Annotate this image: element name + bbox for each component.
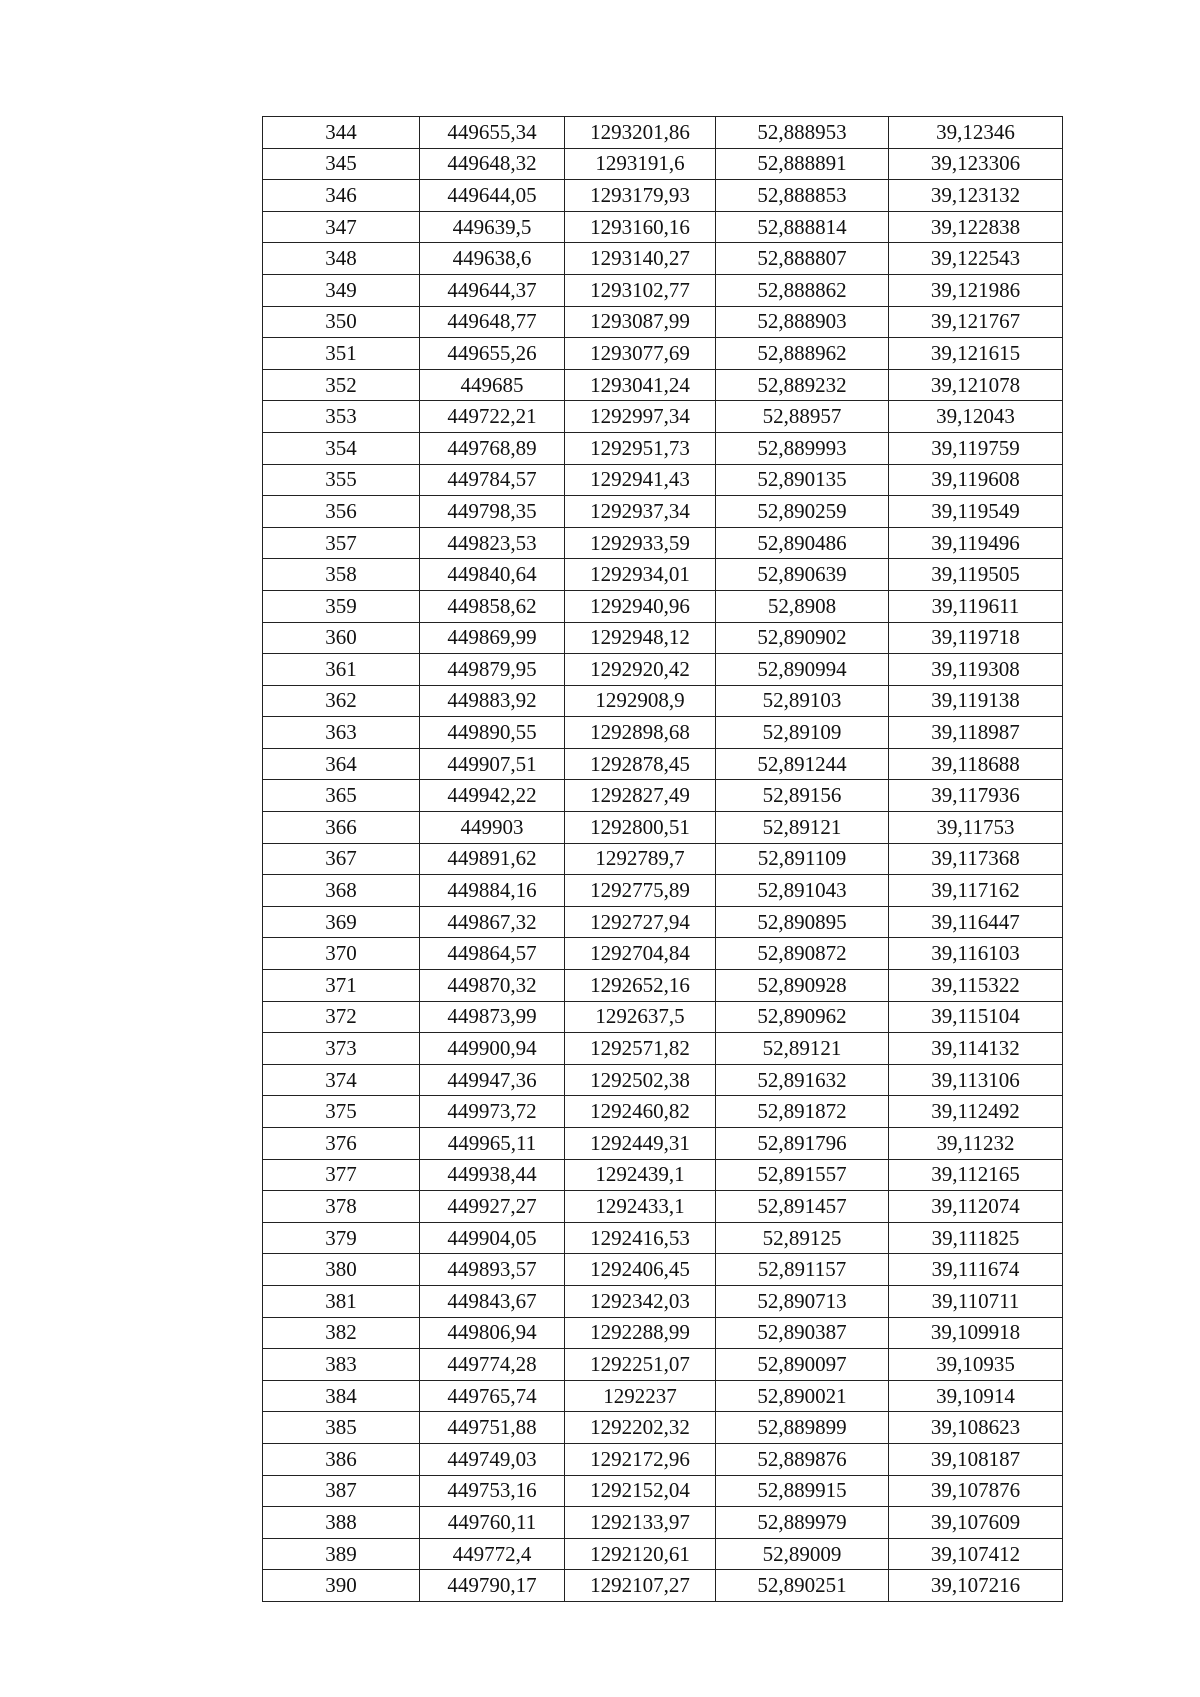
y-coordinate-cell: 1293179,93 xyxy=(565,180,716,212)
table-row xyxy=(263,843,1063,875)
x-coordinate-cell: 449655,34 xyxy=(420,117,565,149)
latitude-cell: 52,888814 xyxy=(716,211,889,243)
point-number-cell: 375 xyxy=(263,1096,420,1128)
latitude-cell: 52,890486 xyxy=(716,527,889,559)
y-coordinate-cell: 1292940,96 xyxy=(565,590,716,622)
table-row xyxy=(263,1159,1063,1191)
y-coordinate-cell: 1292789,7 xyxy=(565,843,716,875)
point-number-cell: 389 xyxy=(263,1538,420,1570)
y-coordinate-cell: 1292571,82 xyxy=(565,1033,716,1065)
x-coordinate-cell: 449806,94 xyxy=(420,1317,565,1349)
y-coordinate-cell: 1292951,73 xyxy=(565,432,716,464)
longitude-cell: 39,10935 xyxy=(889,1349,1063,1381)
x-coordinate-cell: 449840,64 xyxy=(420,559,565,591)
y-coordinate-cell: 1292120,61 xyxy=(565,1538,716,1570)
x-coordinate-cell: 449648,77 xyxy=(420,306,565,338)
latitude-cell: 52,890994 xyxy=(716,654,889,686)
longitude-cell: 39,119759 xyxy=(889,432,1063,464)
y-coordinate-cell: 1292775,89 xyxy=(565,875,716,907)
table-row xyxy=(263,1507,1063,1539)
latitude-cell: 52,891457 xyxy=(716,1191,889,1223)
x-coordinate-cell: 449638,6 xyxy=(420,243,565,275)
table-row xyxy=(263,1033,1063,1065)
x-coordinate-cell: 449685 xyxy=(420,369,565,401)
y-coordinate-cell: 1292152,04 xyxy=(565,1475,716,1507)
table-row xyxy=(263,590,1063,622)
table-row xyxy=(263,812,1063,844)
x-coordinate-cell: 449884,16 xyxy=(420,875,565,907)
point-number-cell: 387 xyxy=(263,1475,420,1507)
longitude-cell: 39,107412 xyxy=(889,1538,1063,1570)
longitude-cell: 39,115104 xyxy=(889,1001,1063,1033)
longitude-cell: 39,11753 xyxy=(889,812,1063,844)
latitude-cell: 52,889876 xyxy=(716,1443,889,1475)
y-coordinate-cell: 1293041,24 xyxy=(565,369,716,401)
latitude-cell: 52,891043 xyxy=(716,875,889,907)
longitude-cell: 39,117936 xyxy=(889,780,1063,812)
point-number-cell: 369 xyxy=(263,906,420,938)
point-number-cell: 384 xyxy=(263,1380,420,1412)
point-number-cell: 348 xyxy=(263,243,420,275)
latitude-cell: 52,888962 xyxy=(716,338,889,370)
table-row xyxy=(263,496,1063,528)
coordinates-table-body xyxy=(263,117,1063,1602)
y-coordinate-cell: 1292934,01 xyxy=(565,559,716,591)
point-number-cell: 373 xyxy=(263,1033,420,1065)
point-number-cell: 390 xyxy=(263,1570,420,1602)
table-row xyxy=(263,1443,1063,1475)
latitude-cell: 52,8908 xyxy=(716,590,889,622)
x-coordinate-cell: 449790,17 xyxy=(420,1570,565,1602)
y-coordinate-cell: 1292878,45 xyxy=(565,748,716,780)
x-coordinate-cell: 449751,88 xyxy=(420,1412,565,1444)
latitude-cell: 52,890928 xyxy=(716,970,889,1002)
point-number-cell: 366 xyxy=(263,812,420,844)
x-coordinate-cell: 449784,57 xyxy=(420,464,565,496)
point-number-cell: 351 xyxy=(263,338,420,370)
latitude-cell: 52,889993 xyxy=(716,432,889,464)
point-number-cell: 362 xyxy=(263,685,420,717)
point-number-cell: 370 xyxy=(263,938,420,970)
y-coordinate-cell: 1293102,77 xyxy=(565,274,716,306)
y-coordinate-cell: 1292416,53 xyxy=(565,1222,716,1254)
x-coordinate-cell: 449973,72 xyxy=(420,1096,565,1128)
latitude-cell: 52,888807 xyxy=(716,243,889,275)
longitude-cell: 39,119496 xyxy=(889,527,1063,559)
table-row xyxy=(263,906,1063,938)
longitude-cell: 39,121615 xyxy=(889,338,1063,370)
y-coordinate-cell: 1292898,68 xyxy=(565,717,716,749)
latitude-cell: 52,891872 xyxy=(716,1096,889,1128)
latitude-cell: 52,891244 xyxy=(716,748,889,780)
longitude-cell: 39,119608 xyxy=(889,464,1063,496)
y-coordinate-cell: 1292704,84 xyxy=(565,938,716,970)
longitude-cell: 39,119308 xyxy=(889,654,1063,686)
x-coordinate-cell: 449904,05 xyxy=(420,1222,565,1254)
table-row xyxy=(263,1285,1063,1317)
x-coordinate-cell: 449768,89 xyxy=(420,432,565,464)
y-coordinate-cell: 1292948,12 xyxy=(565,622,716,654)
table-row xyxy=(263,180,1063,212)
latitude-cell: 52,891157 xyxy=(716,1254,889,1286)
longitude-cell: 39,107609 xyxy=(889,1507,1063,1539)
point-number-cell: 376 xyxy=(263,1128,420,1160)
table-row xyxy=(263,685,1063,717)
table-row xyxy=(263,527,1063,559)
y-coordinate-cell: 1292460,82 xyxy=(565,1096,716,1128)
point-number-cell: 368 xyxy=(263,875,420,907)
latitude-cell: 52,89156 xyxy=(716,780,889,812)
table-row xyxy=(263,654,1063,686)
y-coordinate-cell: 1292449,31 xyxy=(565,1128,716,1160)
table-row xyxy=(263,1570,1063,1602)
x-coordinate-cell: 449890,55 xyxy=(420,717,565,749)
y-coordinate-cell: 1292800,51 xyxy=(565,812,716,844)
point-number-cell: 379 xyxy=(263,1222,420,1254)
y-coordinate-cell: 1292997,34 xyxy=(565,401,716,433)
y-coordinate-cell: 1292133,97 xyxy=(565,1507,716,1539)
longitude-cell: 39,123132 xyxy=(889,180,1063,212)
y-coordinate-cell: 1292288,99 xyxy=(565,1317,716,1349)
point-number-cell: 380 xyxy=(263,1254,420,1286)
longitude-cell: 39,112165 xyxy=(889,1159,1063,1191)
latitude-cell: 52,890097 xyxy=(716,1349,889,1381)
x-coordinate-cell: 449900,94 xyxy=(420,1033,565,1065)
y-coordinate-cell: 1292439,1 xyxy=(565,1159,716,1191)
longitude-cell: 39,107876 xyxy=(889,1475,1063,1507)
point-number-cell: 372 xyxy=(263,1001,420,1033)
table-row xyxy=(263,432,1063,464)
point-number-cell: 361 xyxy=(263,654,420,686)
point-number-cell: 355 xyxy=(263,464,420,496)
x-coordinate-cell: 449798,35 xyxy=(420,496,565,528)
longitude-cell: 39,11232 xyxy=(889,1128,1063,1160)
point-number-cell: 363 xyxy=(263,717,420,749)
longitude-cell: 39,109918 xyxy=(889,1317,1063,1349)
coordinates-table xyxy=(262,116,1063,1602)
y-coordinate-cell: 1292637,5 xyxy=(565,1001,716,1033)
y-coordinate-cell: 1293087,99 xyxy=(565,306,716,338)
x-coordinate-cell: 449843,67 xyxy=(420,1285,565,1317)
table-row xyxy=(263,970,1063,1002)
table-row xyxy=(263,401,1063,433)
longitude-cell: 39,117368 xyxy=(889,843,1063,875)
point-number-cell: 344 xyxy=(263,117,420,149)
x-coordinate-cell: 449907,51 xyxy=(420,748,565,780)
latitude-cell: 52,89121 xyxy=(716,1033,889,1065)
y-coordinate-cell: 1293201,86 xyxy=(565,117,716,149)
longitude-cell: 39,123306 xyxy=(889,148,1063,180)
x-coordinate-cell: 449883,92 xyxy=(420,685,565,717)
x-coordinate-cell: 449893,57 xyxy=(420,1254,565,1286)
y-coordinate-cell: 1292251,07 xyxy=(565,1349,716,1381)
table-row xyxy=(263,369,1063,401)
latitude-cell: 52,891109 xyxy=(716,843,889,875)
longitude-cell: 39,110711 xyxy=(889,1285,1063,1317)
latitude-cell: 52,890021 xyxy=(716,1380,889,1412)
point-number-cell: 347 xyxy=(263,211,420,243)
latitude-cell: 52,890962 xyxy=(716,1001,889,1033)
point-number-cell: 345 xyxy=(263,148,420,180)
table-row xyxy=(263,1222,1063,1254)
table-row xyxy=(263,875,1063,907)
x-coordinate-cell: 449644,37 xyxy=(420,274,565,306)
point-number-cell: 358 xyxy=(263,559,420,591)
y-coordinate-cell: 1292941,43 xyxy=(565,464,716,496)
y-coordinate-cell: 1293191,6 xyxy=(565,148,716,180)
point-number-cell: 374 xyxy=(263,1064,420,1096)
point-number-cell: 371 xyxy=(263,970,420,1002)
table-row xyxy=(263,1254,1063,1286)
latitude-cell: 52,890713 xyxy=(716,1285,889,1317)
table-row xyxy=(263,1475,1063,1507)
latitude-cell: 52,888853 xyxy=(716,180,889,212)
latitude-cell: 52,890259 xyxy=(716,496,889,528)
longitude-cell: 39,121767 xyxy=(889,306,1063,338)
table-row xyxy=(263,1096,1063,1128)
table-row xyxy=(263,1191,1063,1223)
longitude-cell: 39,119505 xyxy=(889,559,1063,591)
longitude-cell: 39,108623 xyxy=(889,1412,1063,1444)
table-row xyxy=(263,1380,1063,1412)
x-coordinate-cell: 449823,53 xyxy=(420,527,565,559)
point-number-cell: 382 xyxy=(263,1317,420,1349)
x-coordinate-cell: 449927,27 xyxy=(420,1191,565,1223)
x-coordinate-cell: 449879,95 xyxy=(420,654,565,686)
point-number-cell: 383 xyxy=(263,1349,420,1381)
point-number-cell: 357 xyxy=(263,527,420,559)
x-coordinate-cell: 449639,5 xyxy=(420,211,565,243)
point-number-cell: 381 xyxy=(263,1285,420,1317)
longitude-cell: 39,112074 xyxy=(889,1191,1063,1223)
longitude-cell: 39,119138 xyxy=(889,685,1063,717)
point-number-cell: 356 xyxy=(263,496,420,528)
longitude-cell: 39,119549 xyxy=(889,496,1063,528)
latitude-cell: 52,89109 xyxy=(716,717,889,749)
point-number-cell: 378 xyxy=(263,1191,420,1223)
x-coordinate-cell: 449749,03 xyxy=(420,1443,565,1475)
x-coordinate-cell: 449753,16 xyxy=(420,1475,565,1507)
longitude-cell: 39,12346 xyxy=(889,117,1063,149)
longitude-cell: 39,108187 xyxy=(889,1443,1063,1475)
y-coordinate-cell: 1292502,38 xyxy=(565,1064,716,1096)
y-coordinate-cell: 1292237 xyxy=(565,1380,716,1412)
point-number-cell: 386 xyxy=(263,1443,420,1475)
longitude-cell: 39,12043 xyxy=(889,401,1063,433)
x-coordinate-cell: 449772,4 xyxy=(420,1538,565,1570)
latitude-cell: 52,89103 xyxy=(716,685,889,717)
longitude-cell: 39,111825 xyxy=(889,1222,1063,1254)
point-number-cell: 365 xyxy=(263,780,420,812)
y-coordinate-cell: 1292202,32 xyxy=(565,1412,716,1444)
point-number-cell: 349 xyxy=(263,274,420,306)
point-number-cell: 388 xyxy=(263,1507,420,1539)
table-row xyxy=(263,622,1063,654)
x-coordinate-cell: 449648,32 xyxy=(420,148,565,180)
longitude-cell: 39,111674 xyxy=(889,1254,1063,1286)
x-coordinate-cell: 449722,21 xyxy=(420,401,565,433)
x-coordinate-cell: 449655,26 xyxy=(420,338,565,370)
x-coordinate-cell: 449938,44 xyxy=(420,1159,565,1191)
x-coordinate-cell: 449869,99 xyxy=(420,622,565,654)
latitude-cell: 52,891632 xyxy=(716,1064,889,1096)
latitude-cell: 52,890251 xyxy=(716,1570,889,1602)
table-row xyxy=(263,780,1063,812)
table-row xyxy=(263,117,1063,149)
table-row xyxy=(263,717,1063,749)
longitude-cell: 39,119611 xyxy=(889,590,1063,622)
latitude-cell: 52,889915 xyxy=(716,1475,889,1507)
table-row xyxy=(263,306,1063,338)
y-coordinate-cell: 1292406,45 xyxy=(565,1254,716,1286)
latitude-cell: 52,888903 xyxy=(716,306,889,338)
latitude-cell: 52,88957 xyxy=(716,401,889,433)
table-row xyxy=(263,1317,1063,1349)
latitude-cell: 52,890639 xyxy=(716,559,889,591)
table-row xyxy=(263,1064,1063,1096)
longitude-cell: 39,116103 xyxy=(889,938,1063,970)
longitude-cell: 39,112492 xyxy=(889,1096,1063,1128)
latitude-cell: 52,891557 xyxy=(716,1159,889,1191)
y-coordinate-cell: 1292937,34 xyxy=(565,496,716,528)
x-coordinate-cell: 449873,99 xyxy=(420,1001,565,1033)
longitude-cell: 39,107216 xyxy=(889,1570,1063,1602)
latitude-cell: 52,890895 xyxy=(716,906,889,938)
table-row xyxy=(263,274,1063,306)
table-row xyxy=(263,1412,1063,1444)
y-coordinate-cell: 1292827,49 xyxy=(565,780,716,812)
point-number-cell: 359 xyxy=(263,590,420,622)
x-coordinate-cell: 449965,11 xyxy=(420,1128,565,1160)
y-coordinate-cell: 1292652,16 xyxy=(565,970,716,1002)
x-coordinate-cell: 449942,22 xyxy=(420,780,565,812)
longitude-cell: 39,118688 xyxy=(889,748,1063,780)
x-coordinate-cell: 449858,62 xyxy=(420,590,565,622)
x-coordinate-cell: 449867,32 xyxy=(420,906,565,938)
table-row xyxy=(263,559,1063,591)
y-coordinate-cell: 1293160,16 xyxy=(565,211,716,243)
x-coordinate-cell: 449774,28 xyxy=(420,1349,565,1381)
longitude-cell: 39,10914 xyxy=(889,1380,1063,1412)
point-number-cell: 354 xyxy=(263,432,420,464)
x-coordinate-cell: 449765,74 xyxy=(420,1380,565,1412)
latitude-cell: 52,890902 xyxy=(716,622,889,654)
point-number-cell: 377 xyxy=(263,1159,420,1191)
latitude-cell: 52,89009 xyxy=(716,1538,889,1570)
y-coordinate-cell: 1292933,59 xyxy=(565,527,716,559)
y-coordinate-cell: 1292172,96 xyxy=(565,1443,716,1475)
y-coordinate-cell: 1292920,42 xyxy=(565,654,716,686)
point-number-cell: 346 xyxy=(263,180,420,212)
x-coordinate-cell: 449870,32 xyxy=(420,970,565,1002)
point-number-cell: 364 xyxy=(263,748,420,780)
longitude-cell: 39,117162 xyxy=(889,875,1063,907)
latitude-cell: 52,889232 xyxy=(716,369,889,401)
table-row xyxy=(263,148,1063,180)
longitude-cell: 39,116447 xyxy=(889,906,1063,938)
longitude-cell: 39,118987 xyxy=(889,717,1063,749)
latitude-cell: 52,889899 xyxy=(716,1412,889,1444)
latitude-cell: 52,890135 xyxy=(716,464,889,496)
x-coordinate-cell: 449760,11 xyxy=(420,1507,565,1539)
latitude-cell: 52,89121 xyxy=(716,812,889,844)
table-row xyxy=(263,338,1063,370)
x-coordinate-cell: 449891,62 xyxy=(420,843,565,875)
point-number-cell: 385 xyxy=(263,1412,420,1444)
latitude-cell: 52,890872 xyxy=(716,938,889,970)
x-coordinate-cell: 449644,05 xyxy=(420,180,565,212)
table-row xyxy=(263,748,1063,780)
longitude-cell: 39,115322 xyxy=(889,970,1063,1002)
y-coordinate-cell: 1292342,03 xyxy=(565,1285,716,1317)
y-coordinate-cell: 1292908,9 xyxy=(565,685,716,717)
latitude-cell: 52,888891 xyxy=(716,148,889,180)
y-coordinate-cell: 1292727,94 xyxy=(565,906,716,938)
table-row xyxy=(263,464,1063,496)
longitude-cell: 39,122543 xyxy=(889,243,1063,275)
table-row xyxy=(263,1128,1063,1160)
latitude-cell: 52,890387 xyxy=(716,1317,889,1349)
latitude-cell: 52,888953 xyxy=(716,117,889,149)
y-coordinate-cell: 1292107,27 xyxy=(565,1570,716,1602)
latitude-cell: 52,89125 xyxy=(716,1222,889,1254)
longitude-cell: 39,114132 xyxy=(889,1033,1063,1065)
x-coordinate-cell: 449864,57 xyxy=(420,938,565,970)
table-row xyxy=(263,1001,1063,1033)
longitude-cell: 39,113106 xyxy=(889,1064,1063,1096)
longitude-cell: 39,121986 xyxy=(889,274,1063,306)
y-coordinate-cell: 1292433,1 xyxy=(565,1191,716,1223)
latitude-cell: 52,888862 xyxy=(716,274,889,306)
table-row xyxy=(263,243,1063,275)
table-row xyxy=(263,938,1063,970)
y-coordinate-cell: 1293140,27 xyxy=(565,243,716,275)
x-coordinate-cell: 449947,36 xyxy=(420,1064,565,1096)
point-number-cell: 367 xyxy=(263,843,420,875)
longitude-cell: 39,121078 xyxy=(889,369,1063,401)
table-row xyxy=(263,1349,1063,1381)
point-number-cell: 360 xyxy=(263,622,420,654)
longitude-cell: 39,122838 xyxy=(889,211,1063,243)
latitude-cell: 52,891796 xyxy=(716,1128,889,1160)
point-number-cell: 350 xyxy=(263,306,420,338)
point-number-cell: 352 xyxy=(263,369,420,401)
table-row xyxy=(263,1538,1063,1570)
x-coordinate-cell: 449903 xyxy=(420,812,565,844)
y-coordinate-cell: 1293077,69 xyxy=(565,338,716,370)
longitude-cell: 39,119718 xyxy=(889,622,1063,654)
point-number-cell: 353 xyxy=(263,401,420,433)
table-row xyxy=(263,211,1063,243)
latitude-cell: 52,889979 xyxy=(716,1507,889,1539)
